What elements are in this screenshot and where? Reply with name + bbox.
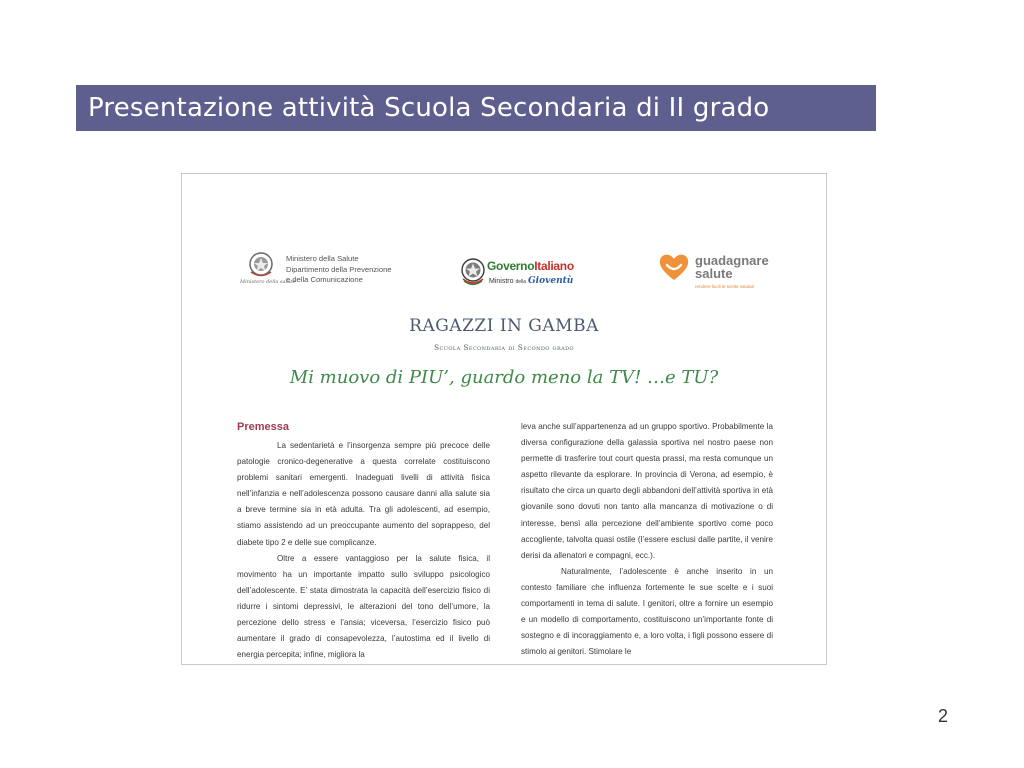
paragraph: leva anche sull’appartenenza ad un gruppo sportivo. Probabilmente la diversa configurazione della galassia sportiva nel nostro paese non permette di trasferire tout court questa prassi, ma resta comunque un aspetto rilevante da esplorare. In provincia di Verona, ad esempio, è risultato che circa un quarto degli abbandoni dell’attività sportiva in età giovanile sono dovuti non tanto alla mancanza di motivazione o di interesse, bensì alla percezione dell’ambiente sportivo come poco accogliente, talvolta quasi ostile (l’essere esclusi dalle partite, il venire derisi da allenatori e compagni, ecc.). bbox=[521, 422, 773, 560]
ministero-line: Ministero della Salute bbox=[286, 254, 359, 263]
salute-word: salute bbox=[695, 266, 733, 281]
guadagnare-tagline: rendere facili le scelte salutari bbox=[695, 284, 755, 289]
left-column bbox=[237, 438, 490, 663]
right-column bbox=[521, 419, 773, 660]
ministero-line: e della Comunicazione bbox=[286, 275, 363, 284]
della-word: della bbox=[515, 279, 527, 285]
italiano-word: Italiano bbox=[534, 259, 574, 273]
guadagnare-salute-text bbox=[695, 254, 769, 280]
governo-emblem-icon bbox=[460, 256, 486, 288]
heart-smile-icon bbox=[658, 252, 690, 282]
paragraph: Naturalmente, l’adolescente è anche inserito in un contesto familiare che influenza fortemente le sue scelte e i suoi comportamenti in tema di salute. I genitori, oltre a fornire un esempio e un modello di comportamento, costituiscono un’importante fonte di sostegno e di incoraggiamento e, a loro volta, i figli possono essere di stimolo ai genitori. Stimolare le bbox=[521, 566, 773, 657]
slide-title-bar bbox=[76, 85, 876, 131]
governo-word: Governo bbox=[487, 259, 535, 273]
slide-title: Presentazione attività Scuola Secondaria di II grado bbox=[88, 93, 770, 123]
gioventu-word: Gioventù bbox=[528, 276, 574, 286]
ministero-text bbox=[286, 254, 392, 286]
ministro-gioventu-text bbox=[489, 276, 573, 286]
guadagnare-word: guadagnare bbox=[695, 253, 769, 268]
document-image bbox=[181, 173, 827, 665]
ministro-word: Ministro bbox=[489, 278, 514, 285]
paragraph: Oltre a essere vantaggioso per la salute fisica, il movimento ha un importante impatto sullo sviluppo psicologico dell’adolescente. E’ stata dimostrata la capacità dell’esercizio fisico di ridurre i sintomi depressivi, le alterazioni del tono dell’umore, la percezione dello stress e l’ansia; viceversa, l’esercizio fisico può aumentare il grado di consapevolezza, l’autostima ed il livello di energia percepita; infine, migliora la bbox=[237, 553, 490, 660]
document-subtitle: Scuola Secondaria di Secondo grado bbox=[433, 343, 575, 352]
paragraph: La sedentarietà e l’insorgenza sempre più precoce delle patologie cronico-degenerative a questa correlate costituiscono problemi sanitari emergenti. Inadeguati livelli di attività fisica nell’infanzia e nell’adolescenza possono causare danni alla salute sia a breve termine sia in età adulta. Tra gli adolescenti, ad esempio, stiamo assistendo ad un preoccupante aumento del soprappeso, del diabete tipo 2 e delle sue complicanze. bbox=[237, 441, 490, 547]
section-heading: Premessa bbox=[237, 421, 289, 433]
ministero-signature: Ministero della salute bbox=[240, 279, 296, 285]
governo-logo-text bbox=[487, 259, 574, 273]
ministero-emblem-icon bbox=[248, 250, 274, 280]
document-slogan: Mi muovo di PIU’, guardo meno la TV! …e TU? bbox=[289, 367, 719, 388]
ministero-line: Dipartimento della Prevenzione bbox=[286, 264, 392, 274]
document-title: RAGAZZI IN GAMBA bbox=[409, 316, 599, 336]
page-number: 2 bbox=[938, 706, 949, 726]
